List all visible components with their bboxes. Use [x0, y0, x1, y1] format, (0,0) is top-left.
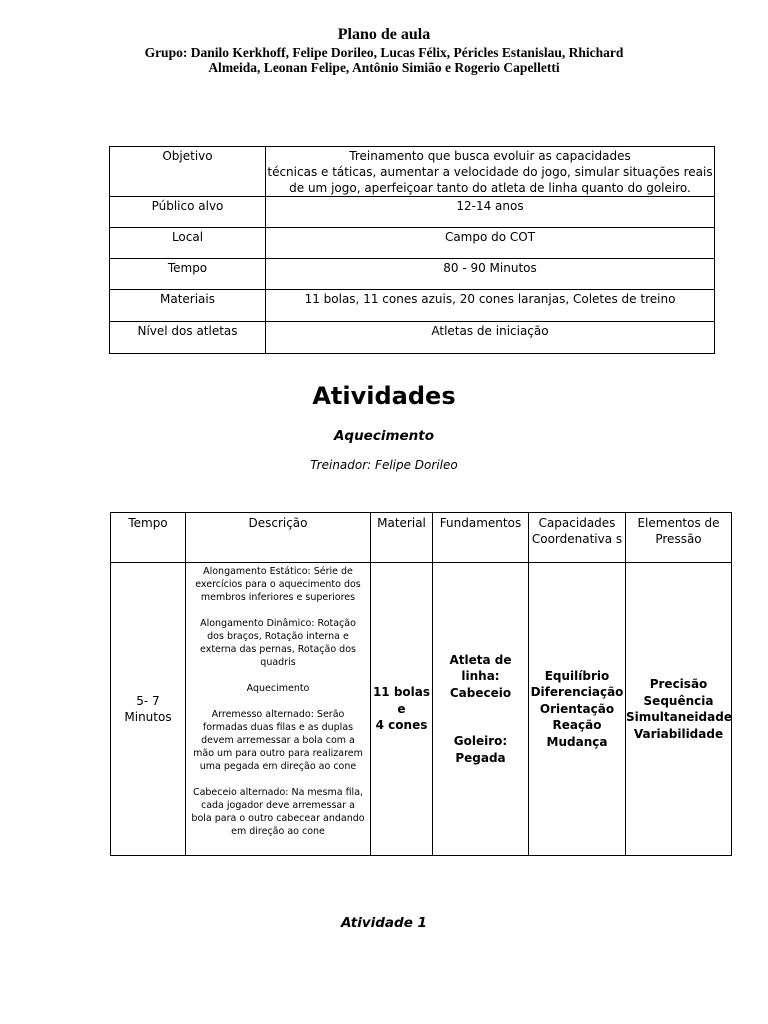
elemento-item: Precisão	[649, 677, 708, 691]
description-line: mão um para outro para realizarem	[193, 748, 363, 759]
group-line-2: Almeida, Leonan Felipe, Antônio Simião e Rogerio Capelletti	[208, 60, 560, 75]
group-line-1: Grupo: Danilo Kerkhoff, Felipe Dorileo, Lucas Félix, Péricles Estanislau, Rhichard	[144, 45, 624, 60]
info-label: Local	[110, 228, 266, 259]
info-value: 12-14 anos	[266, 197, 715, 228]
activity-1-heading: Atividade 1	[341, 915, 427, 931]
description-line: em direção ao cone	[231, 826, 325, 837]
document-title: Plano de aula	[337, 26, 431, 43]
info-label: Tempo	[110, 259, 266, 290]
description-line: Arremesso alternado: Serão	[211, 709, 345, 720]
cell-descricao	[186, 563, 371, 856]
column-header-material: Material	[371, 513, 433, 563]
material-line: 4 cones	[375, 718, 428, 733]
description-line: uma pegada em direção ao cone	[199, 761, 357, 772]
table-row	[110, 147, 715, 197]
info-label: Público alvo	[110, 197, 266, 228]
column-header-fundamentos: Fundamentos	[433, 513, 529, 563]
description-line: bola para o outro cabecear andando	[191, 813, 365, 824]
table-row	[110, 322, 715, 354]
fundamentos-line: Atleta de	[449, 652, 512, 667]
info-label: Materiais	[110, 290, 266, 322]
column-header-capacidades: Capacidades Coordenativa s	[529, 513, 626, 563]
trainer-label: Treinador: Felipe Dorileo	[310, 458, 458, 472]
table-row	[110, 228, 715, 259]
table-row	[110, 290, 715, 322]
capacidade-item: Equilíbrio	[544, 668, 610, 683]
document-header	[0, 26, 768, 75]
cell-elementos	[626, 563, 732, 856]
capacidade-item: Orientação	[539, 701, 615, 716]
description-line: Cabeceio alternado: Na mesma fila,	[192, 787, 364, 798]
capacidade-item: Reação	[552, 718, 602, 733]
description-line: devem arremessar a bola com a	[201, 735, 355, 746]
description-line: Alongamento Estático: Série de	[203, 566, 353, 577]
material-line: 11 bolas	[372, 685, 431, 700]
group-members	[0, 45, 768, 75]
description-line: formadas duas filas e as duplas	[202, 722, 354, 733]
column-header-tempo: Tempo	[111, 513, 186, 563]
info-value	[266, 147, 715, 197]
elemento-item: Simultaneidade	[626, 710, 732, 724]
fundamentos-line: Goleiro:	[453, 734, 508, 749]
objective-line: de um jogo, aperfeiçoar tanto do atleta de linha quanto do goleiro.	[289, 181, 691, 195]
objective-line: técnicas e táticas, aumentar a velocidade do jogo, simular situações reais	[267, 165, 713, 179]
tempo-line: 5- 7	[136, 694, 160, 708]
elemento-item: Sequência	[643, 693, 714, 708]
table-row	[111, 563, 732, 856]
info-value: Atletas de iniciação	[266, 322, 715, 354]
description-line: quadris	[260, 657, 296, 668]
description-line: Aquecimento	[246, 683, 310, 694]
cell-capacidades	[529, 563, 626, 856]
fundamentos-line: Cabeceio	[449, 685, 512, 700]
column-header-descricao: Descrição	[186, 513, 371, 563]
info-label: Nível dos atletas	[110, 322, 266, 354]
info-value: Campo do COT	[266, 228, 715, 259]
description-line: exercícios para o aquecimento dos	[195, 579, 361, 590]
info-label: Objetivo	[110, 147, 266, 197]
material-line: e	[397, 701, 406, 716]
fundamentos-line: linha:	[461, 669, 500, 684]
lesson-info-table	[109, 146, 715, 354]
cell-material	[371, 563, 433, 856]
description-line: cada jogador deve arremessar a	[200, 800, 356, 811]
table-row	[110, 259, 715, 290]
elemento-item: Variabilidade	[633, 726, 724, 741]
table-header-row	[111, 513, 732, 563]
fundamentos-line: Pegada	[455, 750, 506, 765]
warmup-heading: Aquecimento	[333, 428, 435, 444]
activities-heading: Atividades	[312, 382, 456, 410]
objective-line: Treinamento que busca evoluir as capacidades	[349, 149, 631, 163]
info-value: 11 bolas, 11 cones azuis, 20 cones laranjas, Coletes de treino	[266, 290, 715, 322]
description-line: externa das pernas, Rotação dos	[200, 644, 356, 655]
column-header-elementos: Elementos de Pressão	[626, 513, 732, 563]
description-line: dos braços, Rotação interna e	[207, 631, 349, 642]
capacidade-item: Mudança	[546, 734, 608, 749]
warmup-activity-table	[110, 512, 732, 856]
description-line: membros inferiores e superiores	[200, 592, 356, 603]
cell-tempo	[111, 563, 186, 856]
tempo-line: Minutos	[124, 710, 172, 724]
capacidade-item: Diferenciação	[530, 685, 624, 700]
info-value: 80 - 90 Minutos	[266, 259, 715, 290]
description-line: Alongamento Dinâmico: Rotação	[200, 618, 356, 629]
cell-fundamentos	[433, 563, 529, 856]
table-row	[110, 197, 715, 228]
